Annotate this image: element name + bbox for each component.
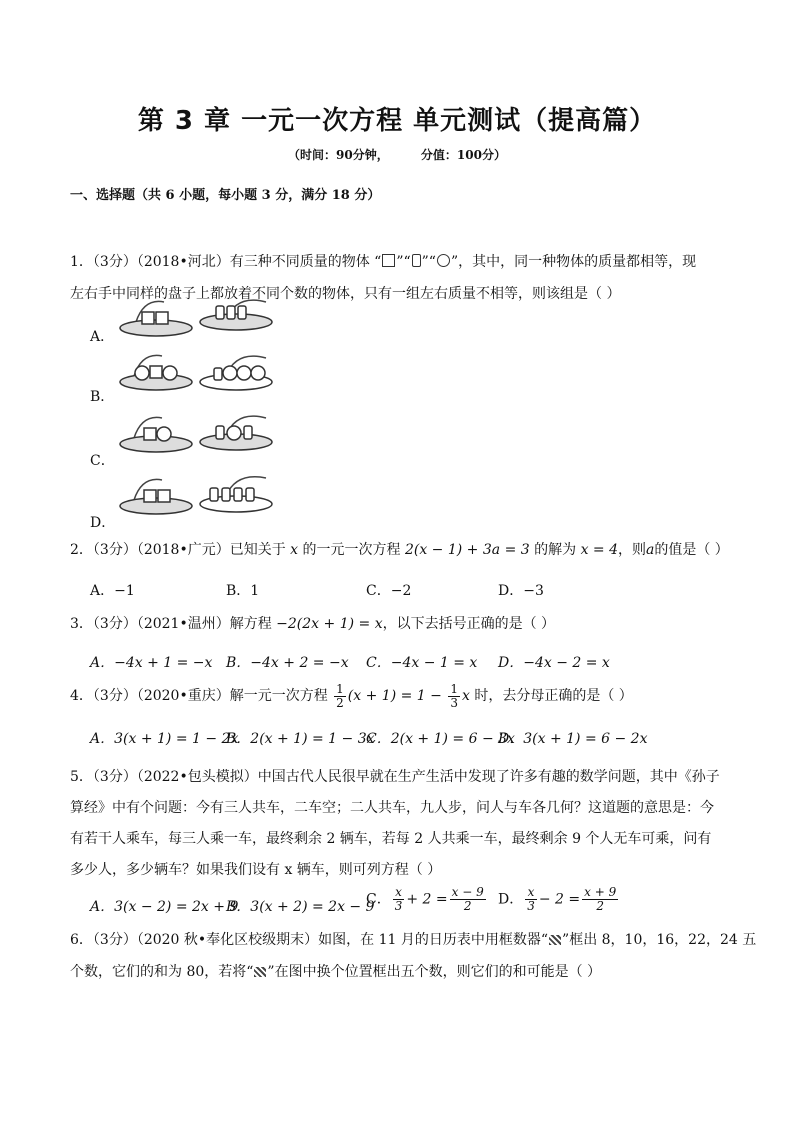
q1-option-b-label: B．: [90, 389, 115, 405]
q1-option-d-image: [116, 468, 276, 522]
q2-option-a: A．−1: [90, 583, 135, 599]
question-1-line2: 左右手中同样的盘子上都放着不同个数的物体，只有一组左右质量不相等，则该组是（ ）: [70, 286, 621, 302]
total-score: 分值：100分）: [420, 148, 506, 162]
q1-option-c-label: C．: [90, 453, 115, 469]
q1-option-d-label: D．: [90, 515, 116, 531]
fraction-half: $\frac{1}{2}$: [336, 681, 344, 710]
cube-icon: [382, 254, 395, 267]
q4-option-a: A．3(x + 1) = 1 − 2x: [90, 731, 239, 747]
question-1-line1: 1．（3分）（2018•河北）有三种不同质量的物体 “ ”“ ”“ ”，其中，同一种物体的质量都相等，现: [70, 254, 697, 270]
q4-option-b: B．2(x + 1) = 1 − 3x: [226, 731, 375, 747]
calendar-frame-icon: [549, 935, 561, 945]
exam-info: [0, 146, 794, 163]
question-6-line1: 6．（3分）（2020 秋•奉化区校级期末）如图，在 11 月的日历表中用框数器“ ”框出 8，10，16，22，24 五: [70, 932, 757, 948]
q3-option-a: A．−4x + 1 = −x: [90, 655, 213, 671]
q1-option-a-image: [116, 294, 276, 348]
fraction-third: $\frac{1}{3}$: [450, 681, 458, 710]
time-limit: （时间：90分钟，: [288, 148, 389, 162]
q5-option-b: B．3(x + 2) = 2x − 9: [226, 899, 375, 915]
q3-option-c: C．−4x − 1 = x: [366, 655, 478, 671]
question-2: 2．（3分）（2018•广元）已知关于 x 的一元一次方程 2(x − 1) + 3a = 3 的解为 x = 4，则a的值是（ ）: [70, 542, 729, 558]
q4-option-d: D．3(x + 1) = 6 − 2x: [498, 731, 648, 747]
q5-option-c: C． $\frac{x}{3}$ + 2 = $\frac{x - 9}{2}$: [366, 885, 484, 913]
ball-icon: [437, 254, 450, 267]
question-5: 5．（3分）（2022•包头模拟）中国古代人民很早就在生产生活中发现了许多有趣的数学问题，其中《孙子算经》中有个问题：今有三人共车，二车空；二人共车，九人步，问人与车各几何？这道题的意思是：今有若干人乘车，每三人乘一车，最终剩余 2 辆车，若每 2 人共乘一车，最终剩余 9 个人无车可乘，问有多少人，多少辆车？如果我们设有 x 辆车，则可列方程（ ）: [70, 769, 720, 878]
q3-option-d: D．−4x − 2 = x: [498, 655, 610, 671]
calendar-frame-icon: [254, 967, 266, 977]
question-4: 4．（3分）（2020•重庆）解一元一次方程 $\frac{1}{2}$ (x + 1) = 1 − $\frac{1}{3}$ x 时，去分母正确的是（ ）: [70, 681, 633, 710]
q4-option-c: C．2(x + 1) = 6 − 3x: [366, 731, 515, 747]
section-heading: 一、选择题（共 6 小题，每小题 3 分，满分 18 分）: [70, 188, 381, 203]
q2-option-c: C．−2: [366, 583, 412, 599]
cylinder-icon: [412, 254, 421, 267]
q1-option-b-image: [116, 346, 276, 400]
q5-option-a: A．3(x − 2) = 2x + 9: [90, 899, 239, 915]
page-title: 第 3 章 一元一次方程 单元测试（提高篇）: [137, 106, 657, 136]
q2-option-d: D．−3: [498, 583, 544, 599]
question-6-line2: 个数，它们的和为 80，若将“ ”在图中换个位置框出五个数，则它们的和可能是（ ）: [70, 964, 602, 980]
question-3: 3．（3分）（2021•温州）解方程 −2(2x + 1) = x，以下去括号正确的是（ ）: [70, 616, 556, 632]
q3-option-b: B．−4x + 2 = −x: [226, 655, 349, 671]
q5-option-d: D． $\frac{x}{3}$ − 2 = $\frac{x + 9}{2}$: [498, 885, 617, 913]
q1-option-a-label: A．: [90, 329, 115, 345]
q2-option-b: B．1: [226, 583, 260, 599]
q1-option-c-image: [116, 406, 276, 460]
